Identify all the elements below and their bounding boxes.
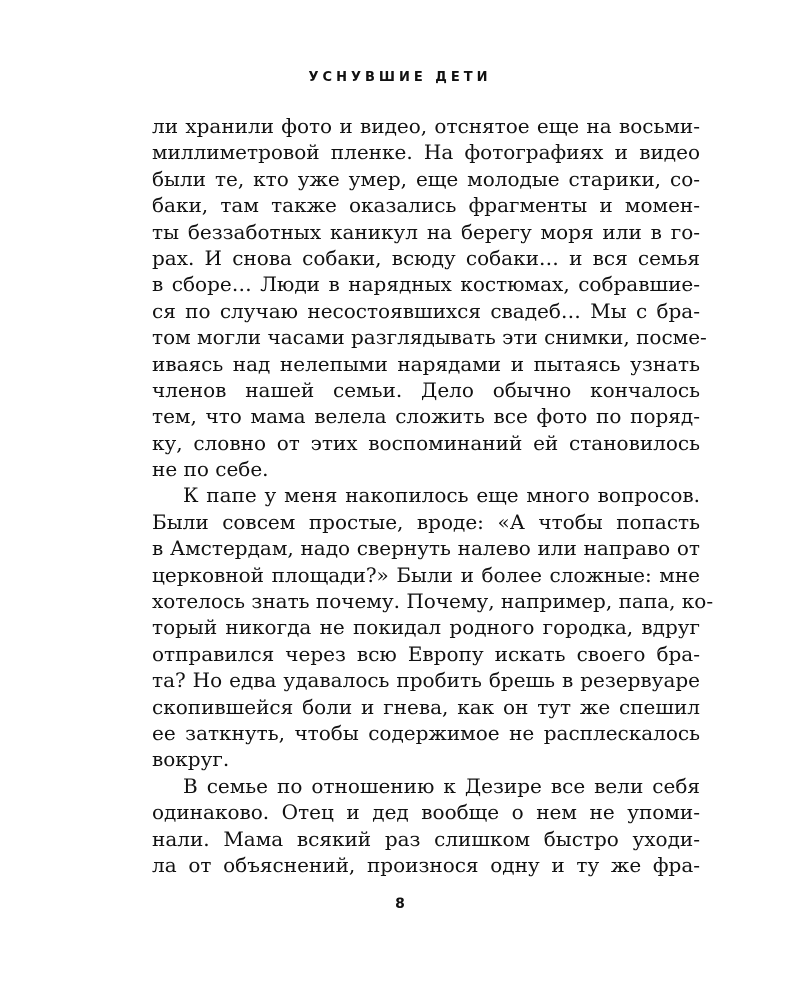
text-line: ли хранили фото и видео, отснятое еще на восьми- bbox=[152, 114, 700, 138]
text-line: нали. Мама всякий раз слишком быстро уходи- bbox=[152, 826, 700, 851]
text-line: отправился через всю Европу искать своего бра- bbox=[152, 641, 700, 666]
body-text bbox=[152, 113, 714, 878]
text-line: баки, там также оказались фрагменты и момен- bbox=[152, 193, 700, 218]
running-title: УСНУВШИЕ ДЕТИ bbox=[308, 70, 492, 85]
paragraph-first-line: К папе у меня накопилось еще много вопросов. bbox=[183, 483, 700, 508]
text-line: в сборе… Люди в нарядных костюмах, собравшие- bbox=[152, 272, 700, 297]
text-line: были те, кто уже умер, еще молодые старики, со- bbox=[152, 166, 700, 191]
text-line: хотелось знать почему. Почему, например, папа, ко- bbox=[152, 589, 714, 614]
text-line: ся по случаю несостоявшихся свадеб… Мы с бра- bbox=[152, 298, 700, 323]
text-line: не по себе. bbox=[152, 457, 269, 482]
text-line: торый никогда не покидал родного городка, вдруг bbox=[152, 615, 700, 640]
text-line: Были совсем простые, вроде: «А чтобы попасть bbox=[152, 509, 700, 534]
page-number: 8 bbox=[395, 896, 405, 912]
text-line: ла от объяснений, произнося одну и ту же фра- bbox=[152, 852, 700, 877]
text-line: одинаково. Отец и дед вообще о нем не упоми- bbox=[152, 800, 700, 825]
text-line: та? Но едва удавалось пробить брешь в резервуаре bbox=[152, 668, 700, 693]
text-line: том могли часами разглядывать эти снимки, посме- bbox=[152, 325, 707, 350]
text-line: ку, словно от этих воспоминаний ей становилось bbox=[152, 430, 700, 455]
text-line: вокруг. bbox=[152, 747, 230, 772]
paragraph-first-line: В семье по отношению к Дезире все вели себя bbox=[183, 773, 700, 798]
text-line: иваясь над нелепыми нарядами и пытаясь узнать bbox=[152, 351, 700, 376]
text-line: тем, что мама велела сложить все фото по поряд- bbox=[152, 404, 700, 429]
text-line: ее заткнуть, чтобы содержимое не расплескалось bbox=[152, 720, 700, 745]
text-line: в Амстердам, надо свернуть налево или направо от bbox=[152, 536, 700, 561]
text-line: церковной площади?» Были и более сложные: мне bbox=[152, 562, 700, 587]
text-line: членов нашей семьи. Дело обычно кончалось bbox=[152, 377, 700, 402]
text-line: ты беззаботных каникул на берегу моря или в го- bbox=[152, 219, 700, 244]
text-line: миллиметровой пленке. На фотографиях и видео bbox=[152, 140, 700, 165]
text-line: скопившейся боли и гнева, как он тут же спешил bbox=[152, 694, 700, 719]
text-line: рах. И снова собаки, всюду собаки… и вся семья bbox=[152, 245, 700, 270]
